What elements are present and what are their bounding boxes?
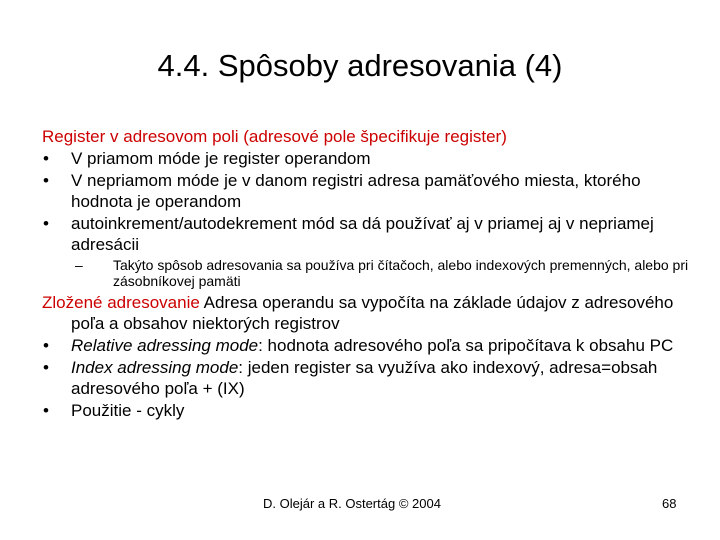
bullet-marker: • — [43, 358, 49, 377]
bullet-marker: • — [43, 336, 49, 355]
register-heading: Register v adresovom poli (adresové pole špecifikuje register) — [42, 127, 507, 146]
list-item — [42, 400, 698, 421]
slide-title: 4.4. Spôsoby adresovania (4) — [157, 48, 563, 83]
sub-list-item — [42, 257, 698, 289]
footer-author: D. Olejár a R. Ostertág © 2004 — [263, 496, 441, 511]
composite-text: Adresa operandu sa vypočíta na základe údajov z adresového poľa a obsahov niektorých registrov — [71, 293, 674, 333]
composite-paragraph — [42, 292, 698, 334]
bullet-marker: • — [43, 149, 49, 168]
bullet-text: Použitie - cykly — [71, 401, 185, 420]
sub-item-text: Takýto spôsob adresovania sa používa pri čítačoch, alebo indexových premenných, alebo pri zásobníkovej pamäti — [113, 257, 689, 289]
list-item — [42, 357, 698, 399]
bullet-marker: • — [43, 401, 49, 420]
bullet-marker: • — [43, 171, 49, 190]
list-item — [42, 148, 698, 169]
bullet-text: autoinkrement/autodekrement mód sa dá používať aj v priamej aj v nepriamej adresácii — [71, 214, 654, 254]
dash-marker: – — [75, 257, 83, 273]
bullet-text: : hodnota adresového poľa sa pripočítava k obsahu PC — [258, 336, 674, 355]
slide-content — [42, 126, 698, 422]
bullet-text: : jeden register sa využíva ako indexový, adresa=obsah adresového poľa + (IX) — [71, 358, 658, 398]
bullet-text: V nepriamom móde je v danom registri adresa pamäťového miesta, ktorého hodnota je operandom — [71, 171, 641, 211]
list-item — [42, 170, 698, 212]
bullet-italic-term: Relative adressing mode — [71, 336, 259, 355]
composite-label: Zložené adresovanie — [42, 293, 200, 312]
list-item — [42, 213, 698, 255]
bullet-text: V priamom móde je register operandom — [71, 149, 371, 168]
list-item — [42, 335, 698, 356]
bullet-marker: • — [43, 214, 49, 233]
page-number: 68 — [662, 496, 677, 511]
bullet-italic-term: Index adressing mode — [71, 358, 239, 377]
